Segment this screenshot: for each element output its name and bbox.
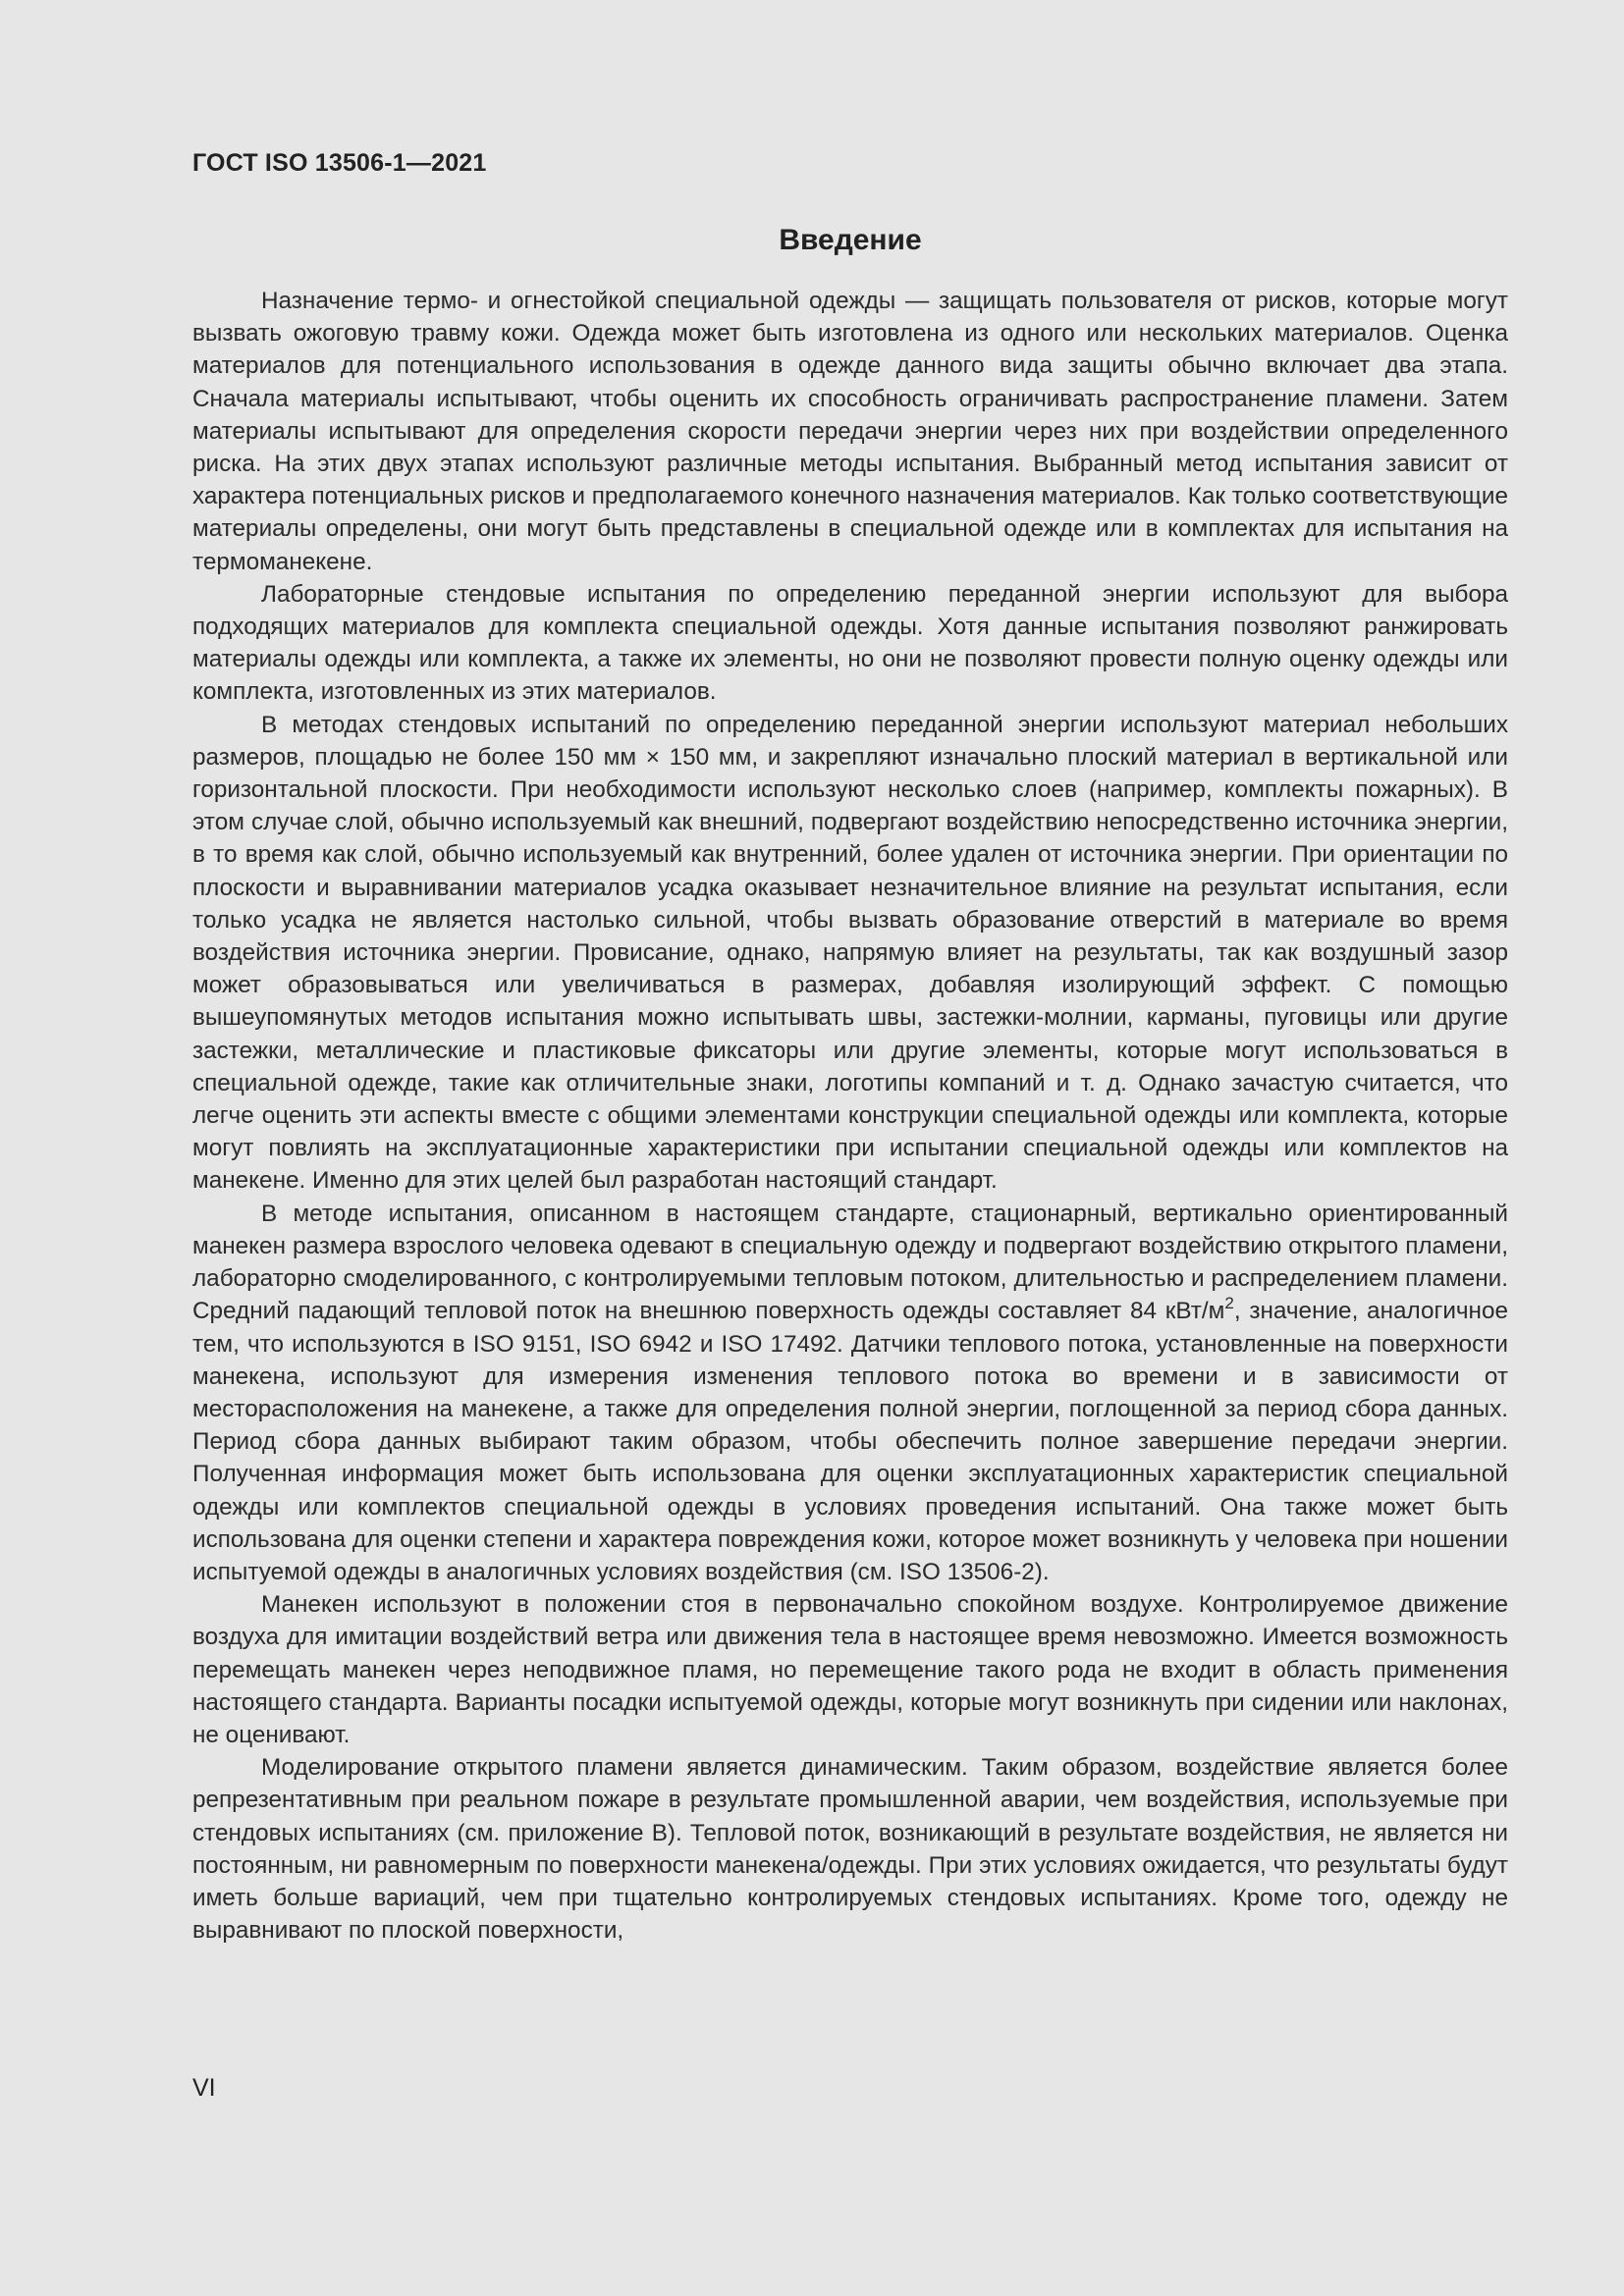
paragraph-bench-methods: В методах стендовых испытаний по определению переданной энергии используют материал небольших размеров, площадью не более 150 мм × 150 мм, и закрепляют изначально плоский материал в вертикальной или горизонтальной плоскости. При необходимости используют несколько слоев (например, комплекты пожарных). В этом случае слой, обычно используемый как внешний, подвергают воздействию непосредственно источника энергии, в то время как слой, обычно используемый как внутренний, более удален от источника энергии. При ориентации по плоскости и выравнивании материалов усадка оказывает незначительное влияние на результат испытания, если только усадка не является настолько сильной, чтобы вызвать образование отверстий в материале во время воздействия источника энергии. Провисание, однако, напрямую влияет на результаты, так как воздушный зазор может образовываться или увеличиваться в размерах, добавляя изолирующий эффект. С помощью вышеупомянутых методов испытания можно испытывать швы, застежки-молнии, карманы, пуговицы или другие застежки, металлические и пластиковые фиксаторы или другие элементы, которые могут использоваться в специальной одежде, такие как отличительные знаки, логотипы компаний и т. д. Однако зачастую считается, что легче оценить эти аспекты вместе с общими элементами конструкции специальной одежды или комплекта, которые могут повлиять на эксплуатационные характеристики при испытании специальной одежды или комплектов на манекене. Именно для этих целей был разработан настоящий стандарт. [192,711,1508,1195]
superscript-exponent: 2 [1224,1293,1234,1312]
test-method-text-end: , значение, аналогичное тем, что используются в ISO 9151, ISO 6942 и ISO 17492. Датчики теплового потока, установленные на поверхности манекена, используют для измерения изменения теплового потока во времени и в зависимости от месторасположения на манекене, а также для определения полной энергии, поглощенной за период сбора данных. Период сбора данных выбирают таким образом, чтобы обеспечить полное завершение передачи энергии. Полученная информация может быть использована для оценки эксплуатационных характеристик специальной одежды или комплектов специальной одежды в условиях проведения испытаний. Она также может быть использована для оценки степени и характера повреждения кожи, которое может возникнуть у человека при ношении испытуемой одежды в аналогичных условиях воздействия (см. ISO 13506-2). [192,1298,1509,1585]
standard-code-header: ГОСТ ISO 13506-1—2021 [192,149,487,177]
document-body [192,285,1508,1947]
paragraph-flame-simulation: Моделирование открытого пламени является динамическим. Таким образом, воздействие является более репрезентативным при реальном пожаре в результате промышленной аварии, чем воздействия, используемые при стендовых испытаниях (см. приложение В). Тепловой поток, возникающий в результате воздействия, не является ни постоянным, ни равномерным по поверхности манекена/одежды. При этих условиях ожидается, что результаты будут иметь больше вариаций, чем при тщательно контролируемых стендовых испытаниях. Кроме того, одежду не выравнивают по плоской поверхности, [192,1754,1508,1945]
paragraph-purpose: Назначение термо- и огнестойкой специальной одежды — защищать пользователя от рисков, которые могут вызвать ожоговую травму кожи. Одежда может быть изготовлена из одного или нескольких материалов. Оценка материалов для потенциального использования в одежде данного вида защиты обычно включает два этапа. Сначала материалы испытывают, чтобы оценить их способность ограничивать распространение пламени. Затем материалы испытывают для определения скорости передачи энергии через них при воздействии определенного риска. На этих двух этапах используют различные методы испытания. Выбранный метод испытания зависит от характера потенциальных рисков и предполагаемого конечного назначения материалов. Как только соответствующие материалы определены, они могут быть представлены в специальной одежде или в комплектах для испытания на термоманекене. [192,288,1508,575]
paragraph-bench-tests: Лабораторные стендовые испытания по определению переданной энергии используют для выбора подходящих материалов для комплекта специальной одежды. Хотя данные испытания позволяют ранжировать материалы одежды или комплекта, а также их элементы, но они не позволяют провести полную оценку одежды или комплекта, изготовленных из этих материалов. [192,580,1508,706]
paragraph-manikin-position: Манекен используют в положении стоя в первоначально спокойном воздухе. Контролируемое движение воздуха для имитации воздействий ветра или движения тела в настоящее время невозможно. Имеется возможность перемещать манекен через неподвижное пламя, но перемещение такого рода не входит в область применения настоящего стандарта. Варианты посадки испытуемой одежды, которые могут возникнуть при сидении или наклонах, не оценивают. [192,1591,1508,1748]
page-number: VI [192,2074,216,2102]
test-method-text-start: В методе испытания, описанном в настоящем стандарте, стационарный, вертикально ориентированный манекен размера взрослого человека одевают в специальную одежду и подвергают воздействию открытого пламени, лабораторно смоделированного, с контролируемыми тепловым потоком, длительностью и распределением пламени. Средний падающий тепловой поток на внешнюю поверхность одежды составляет 84 кВт/м [192,1200,1508,1325]
section-title: Введение [779,224,922,256]
paragraph-test-method [192,1198,1508,1588]
